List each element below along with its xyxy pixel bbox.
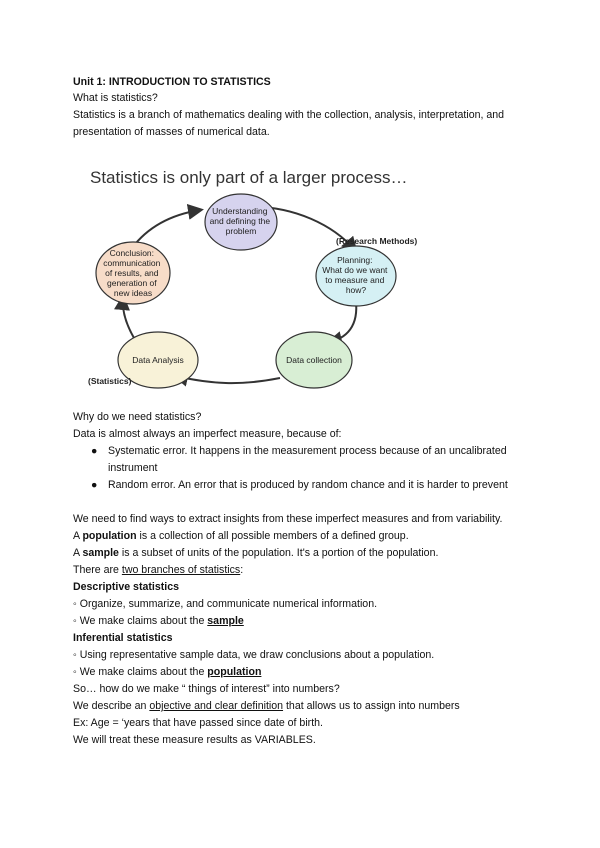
insights-text: We need to find ways to extract insights from these imperfect measures and from variability. [73,513,503,525]
population-term: population [82,530,137,542]
sample-definition [73,546,438,560]
node-planning-line4: how? [345,285,367,295]
descriptive-point-1: ◦ Organize, summarize, and communicate numerical information. [73,598,378,610]
branches-line [73,563,243,577]
arrow-collection-to-analysis [176,376,280,383]
descriptive-heading: Descriptive statistics [73,581,179,593]
node-conclusion [96,242,170,304]
node-data-collection [276,332,352,388]
branches-pre: There are [73,564,122,576]
node-understanding-line3: problem [225,226,257,236]
bullet-random-error: Random error. An error that is produced by random chance and it is harder to prevent [108,479,508,491]
node-understanding-line2: and defining the [209,216,271,226]
imperfect-measure-text: Data is almost always an imperfect measure, because of: [73,428,342,440]
inferential-population-term: population [207,666,262,678]
process-cycle-diagram [70,152,428,398]
descriptive-point-2-pre: ◦ We make claims about the [73,615,208,627]
inferential-point-2-pre: ◦ We make claims about the [73,666,208,678]
node-data-analysis-label: Data Analysis [132,355,184,365]
bullet-systematic-error: Systematic error. It happens in the measurement process because of an uncalibrated instrument [108,445,507,474]
descriptive-point-2 [73,614,244,628]
diagram-title: Statistics is only part of a larger process… [90,168,408,187]
describe-post: that allows us to assign into numbers [283,700,460,712]
node-planning-line1: Planning: [337,255,373,265]
node-planning-line3: to measure and [325,275,385,285]
sample-a: A [73,547,83,559]
inferential-point-2 [73,665,261,679]
population-definition [73,529,409,543]
describe-pre: We describe an [73,700,150,712]
node-data-collection-label: Data collection [286,355,342,365]
bullet-dot-1: ● [91,445,98,457]
label-statistics: (Statistics) [88,376,132,386]
so-question: So… how do we make “ things of interest” into numbers? [73,683,340,695]
inferential-point-1: ◦ Using representative sample data, we draw conclusions about a population. [73,649,435,661]
node-conclusion-line4: generation of [107,278,157,288]
example-age: Ex: Age = ‘years that have passed since date of birth. [73,717,323,729]
statistics-definition: Statistics is a branch of mathematics dealing with the collection, analysis, interpretation, and presentation of masses of numerical data. [73,109,505,138]
node-understanding [205,194,277,250]
describe-line [73,699,460,713]
question-what-is-statistics: What is statistics? [73,92,158,104]
node-conclusion-line5: new ideas [113,288,153,298]
inferential-heading: Inferential statistics [73,632,173,644]
descriptive-sample-term: sample [207,615,244,627]
describe-link: objective and clear definition [149,700,284,712]
node-conclusion-line1: Conclusion: [109,248,155,258]
question-why-statistics: Why do we need statistics? [73,411,202,423]
sample-term: sample [82,547,119,559]
node-conclusion-line3: of results, and [105,268,159,278]
bullet-dot-2: ● [91,479,98,491]
branches-post: : [240,564,244,576]
sample-rest: is a subset of units of the population. It's a portion of the population. [118,547,439,559]
population-a: A [73,530,83,542]
population-rest: is a collection of all possible members of a defined group. [136,530,409,542]
branches-link: two branches of statistics [121,564,241,576]
node-conclusion-line2: communication [103,258,161,268]
node-planning-line2: What do we want [322,265,388,275]
label-research-methods: (Research Methods) [336,236,418,246]
node-understanding-line1: Understanding [212,206,268,216]
node-planning [316,246,396,306]
unit-title: Unit 1: INTRODUCTION TO STATISTICS [73,76,271,88]
variables-line: We will treat these measure results as VARIABLES. [73,734,316,746]
